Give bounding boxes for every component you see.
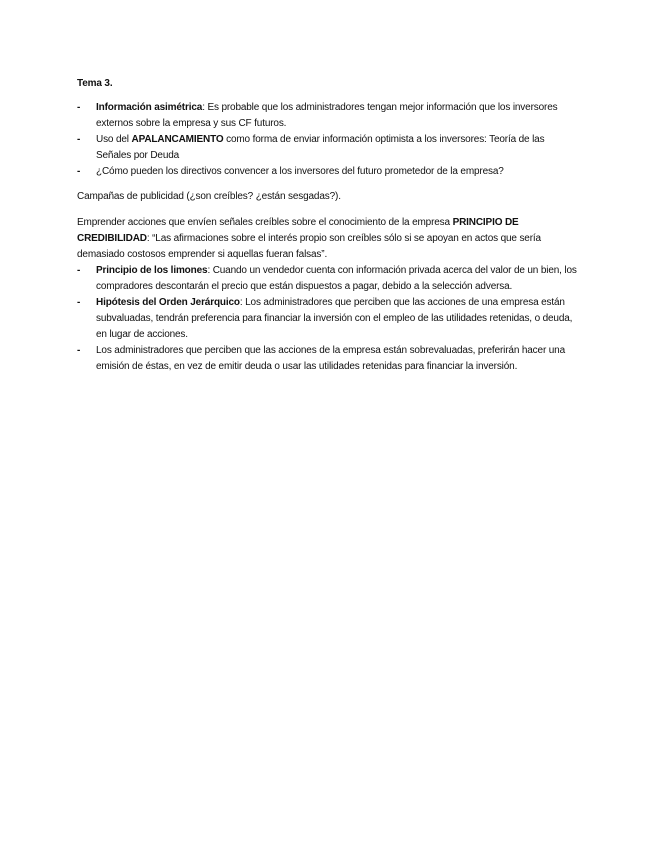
list-item bbox=[77, 164, 577, 180]
document-title: Tema 3. bbox=[77, 78, 113, 89]
item-text: : Los administradores que perciben que las acciones de una empresa están subvaluadas, tendrán preferencia para financiar la inversión con el empleo de las utilidades retenidas, o deuda, en lugar de acciones. bbox=[96, 297, 573, 340]
item-text: como forma de enviar información optimista a los inversores: Teoría de las Señales por Deuda bbox=[96, 134, 545, 161]
item-text: Los administradores que perciben que las acciones de la empresa están sobrevaluadas, preferirán hacer una emisión de éstas, en vez de emitir deuda o usar las utilidades retenidas para financiar la inversión. bbox=[96, 345, 565, 372]
bullet-dash: - bbox=[77, 297, 81, 308]
bullet-dash: - bbox=[77, 134, 81, 145]
paragraph-text: Emprender acciones que envíen señales creíbles sobre el conocimiento de la empresa bbox=[77, 217, 453, 228]
term-bold: PRINCIPIO DE CREDIBILIDAD bbox=[77, 217, 519, 244]
paragraph-quote: : “Las afirmaciones sobre el interés propio son creíbles sólo si se apoyan en actos que sería demasiado costosos emprender si aquellas fueran falsas”. bbox=[77, 233, 541, 260]
term-bold: Información asimétrica bbox=[96, 102, 203, 113]
item-text: : Cuando un vendedor cuenta con información privada acerca del valor de un bien, los compradores descontarán el precio que están dispuestos a pagar, debido a la selección adversa. bbox=[96, 265, 577, 292]
bullet-dash: - bbox=[77, 102, 81, 113]
list-item bbox=[77, 132, 577, 164]
item-prefix: Uso del bbox=[96, 134, 132, 145]
bullet-list-1 bbox=[77, 100, 577, 180]
bullet-dash: - bbox=[77, 265, 81, 276]
term-bold: Hipótesis del Orden Jerárquico bbox=[96, 297, 240, 308]
item-text: : Es probable que los administradores tengan mejor información que los inversores externos sobre la empresa y sus CF futuros. bbox=[96, 102, 558, 129]
term-bold: APALANCAMIENTO bbox=[131, 134, 224, 145]
term-bold: Principio de los limones bbox=[96, 265, 208, 276]
item-text: ¿Cómo pueden los directivos convencer a los inversores del futuro prometedor de la empresa? bbox=[96, 166, 504, 177]
document-body bbox=[77, 76, 577, 375]
list-item bbox=[77, 295, 577, 343]
list-item bbox=[77, 343, 577, 375]
paragraph-advertising: Campañas de publicidad (¿son creíbles? ¿están sesgadas?). bbox=[77, 191, 341, 202]
paragraph-credibility bbox=[77, 215, 577, 263]
bullet-dash: - bbox=[77, 166, 81, 177]
list-item bbox=[77, 263, 577, 295]
bullet-dash: - bbox=[77, 345, 81, 356]
bullet-list-2 bbox=[77, 263, 577, 375]
list-item bbox=[77, 100, 577, 132]
